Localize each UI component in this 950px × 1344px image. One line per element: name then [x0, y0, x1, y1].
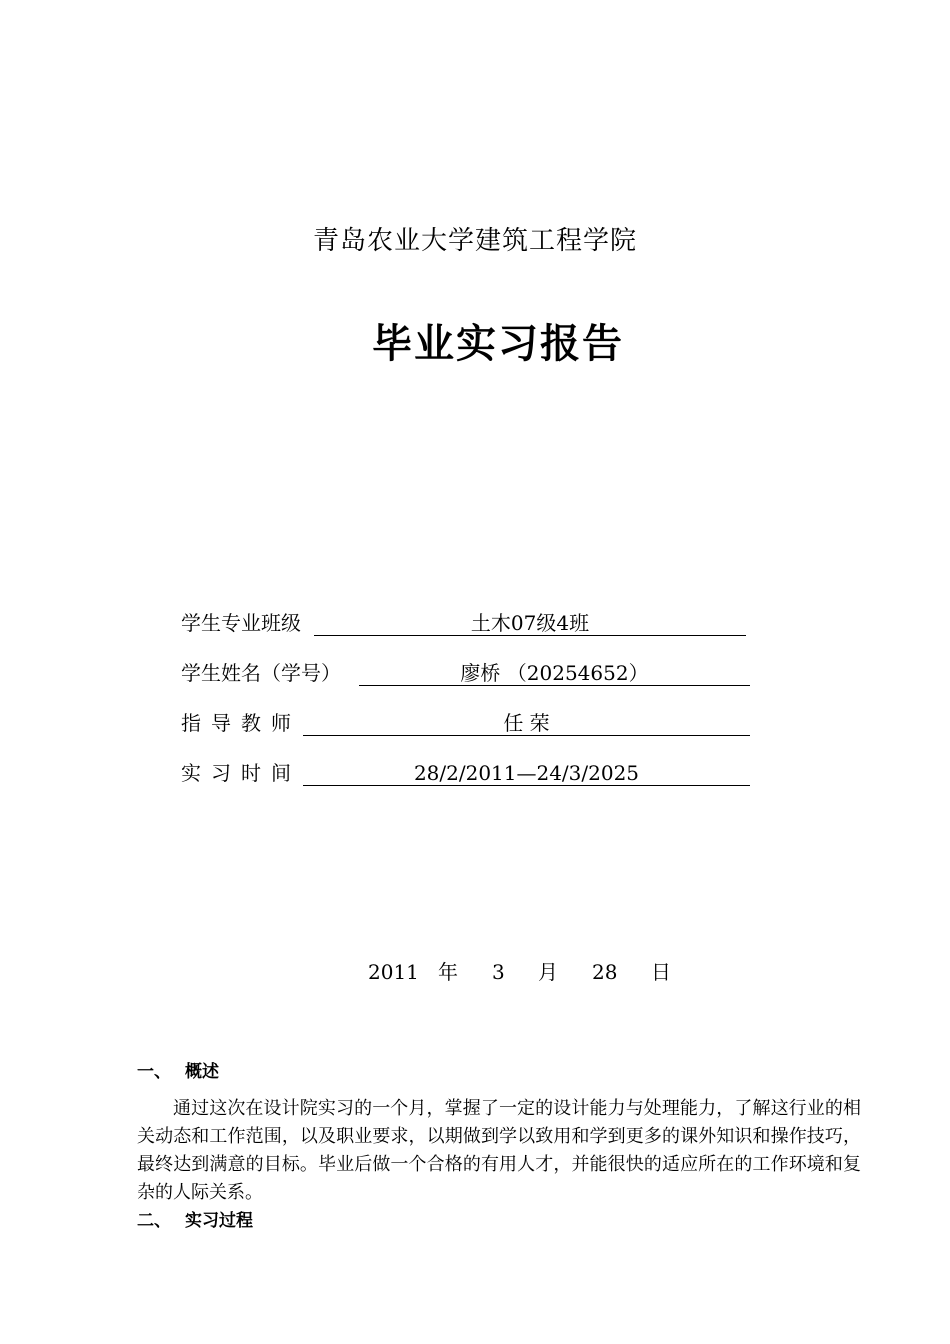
date-month: 3: [492, 960, 505, 984]
date-year: 2011: [368, 960, 419, 984]
date-day-unit: 日: [651, 960, 671, 984]
class-label: 学生专业班级: [181, 611, 301, 635]
section-heading-process: [137, 1209, 253, 1233]
section-number: 二、: [137, 1211, 171, 1231]
time-value: 28/2/2011—24/3/2025: [303, 759, 750, 786]
section-title: 概述: [185, 1062, 219, 1082]
section-title: 实习过程: [185, 1211, 253, 1231]
report-title: 毕业实习报告: [372, 320, 624, 367]
date-year-unit: 年: [438, 960, 458, 984]
section-number: 一、: [137, 1062, 171, 1082]
time-label: 实习时间: [181, 761, 301, 785]
date-day: 28: [592, 960, 618, 984]
teacher-label: 指导教师: [181, 711, 301, 735]
class-value: 土木07级4班: [314, 609, 746, 636]
date-month-unit: 月: [538, 960, 558, 984]
overview-paragraph: 通过这次在设计院实习的一个月，掌握了一定的设计能力与处理能力，了解这行业的相关动态和工作范围，以及职业要求，以期做到学以致用和学到更多的课外知识和操作技巧，最终达到满意的目标。毕业后做一个合格的有用人才，并能很快的适应所在的工作环境和复杂的人际关系。: [137, 1098, 861, 1203]
teacher-value: 任 荣: [303, 709, 750, 736]
school-name: 青岛农业大学建筑工程学院: [312, 226, 637, 256]
name-label: 学生姓名（学号）: [181, 661, 341, 685]
name-value: 廖桥 （20254652）: [359, 659, 750, 686]
section-heading-overview: [137, 1060, 219, 1084]
